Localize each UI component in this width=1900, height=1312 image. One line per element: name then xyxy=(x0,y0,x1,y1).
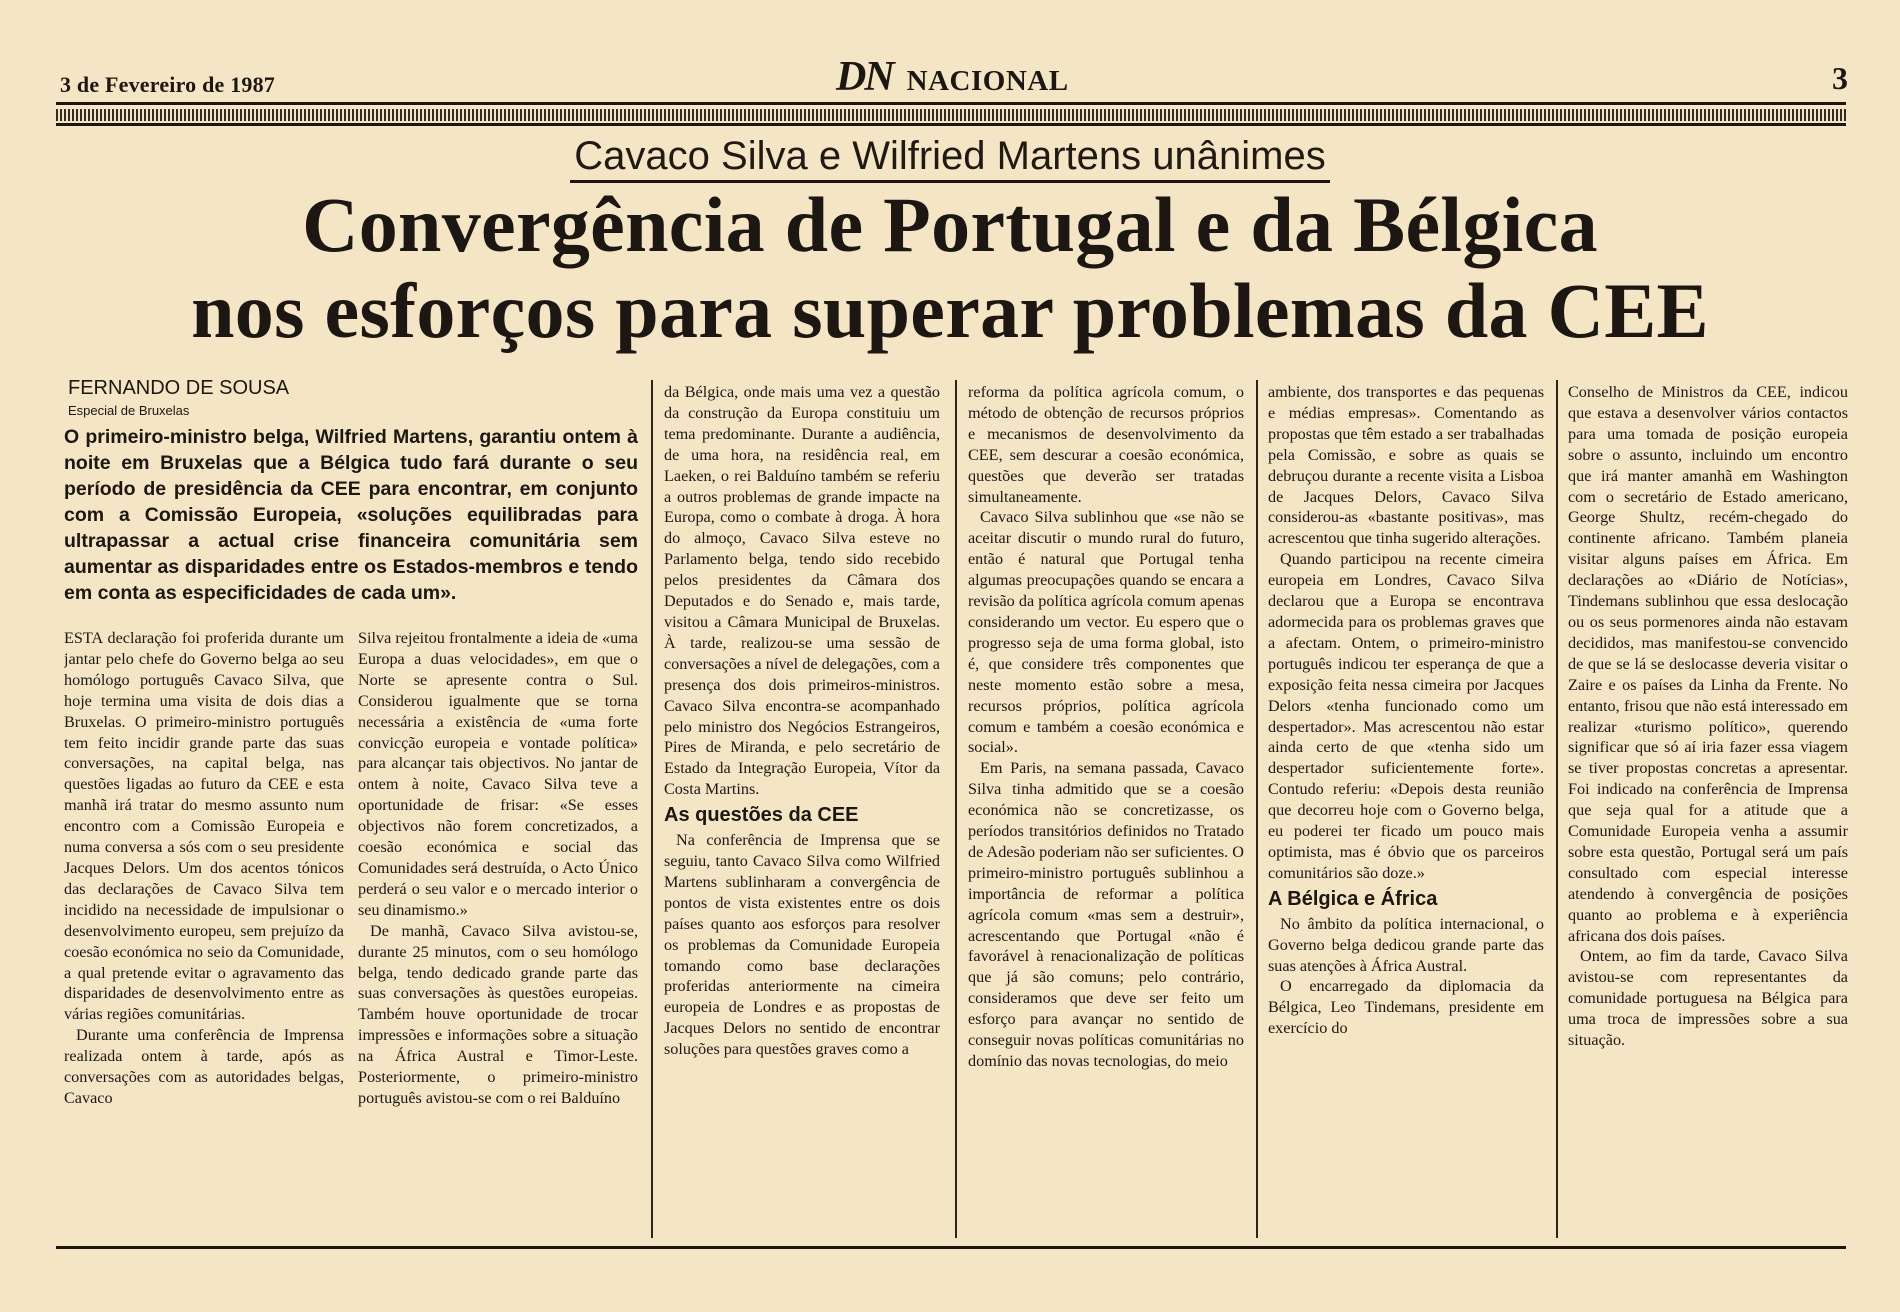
column-5 xyxy=(1268,382,1544,1242)
column-divider xyxy=(1256,380,1258,1238)
section-name: NACIONAL xyxy=(906,65,1069,97)
header-rule-top xyxy=(56,102,1846,105)
masthead xyxy=(836,56,1069,98)
paragraph: Ontem, ao fim da tarde, Cavaco Silva avistou-se com representantes da comunidade portuguesa na Bélgica para uma troca de impressões sobre a sua situação. xyxy=(1568,947,1848,1050)
header-rule-bottom xyxy=(56,123,1846,126)
paragraph: ambiente, dos transportes e das pequenas e médias empresas». Comentando as propostas que têm estado a ser trabalhadas pela Comissão, e sobre as quais se debruçou durante a recente visita a Lisboa de Jacques Delors, Cavaco Silva considerou-as «bastante positivas», mas acrescentou que tinha sugerido alterações. xyxy=(1268,383,1544,548)
issue-date: 3 de Fevereiro de 1987 xyxy=(60,72,275,97)
paragraph: ESTA declaração foi proferida durante um jantar pelo chefe do Governo belga ao seu homólogo português Cavaco Silva, que hoje termina uma visita de dois dias a Bruxelas. O primeiro-ministro português tem feito incidir grande parte das suas conversações, na capital belga, nas questões ligadas ao futuro da CEE e esta manhã irá tratar do mesmo assunto num encontro com a Comissão Europeia e numa conversa a sós com o seu presidente Jacques Delors. Um dos acentos tónicos das declarações de Cavaco Silva tem incidido na necessidade de impulsionar o desenvolvimento europeu, sem prejuízo da coesão económica no seio da Comunidade, a qual pretende evitar o agravamento das disparidades de desenvolvimento entre as várias regiões comunitárias. xyxy=(64,629,344,1024)
column-6 xyxy=(1568,382,1848,1242)
headline xyxy=(0,182,1900,354)
column-3 xyxy=(664,382,940,1242)
column-divider xyxy=(955,380,957,1238)
column-1 xyxy=(64,628,344,1228)
lead-paragraph: O primeiro-ministro belga, Wilfried Martens, garantiu ontem à noite em Bruxelas que a Bélgica tudo fará durante o seu período de presidência da CEE para encontrar, em conjunto com a Comissão Europeia, «soluções equilibradas para ultrapassar a actual crise financeira comunitária sem aumentar as disparidades entre os Estados-membros e tendo em conta as especificidades de cada um». xyxy=(64,426,638,604)
column-divider xyxy=(1556,380,1558,1238)
headline-line-2: nos esforços para superar problemas da CEE xyxy=(191,267,1709,354)
newspaper-logo: DN xyxy=(836,54,893,100)
paragraph: De manhã, Cavaco Silva avistou-se, durante 25 minutos, com o seu homólogo belga, tendo dedicado grande parte das suas conversações às questões europeias. Também houve oportunidade de trocar impressões e informações sobre a situação na África Austral e Timor-Leste. Posteriormente, o primeiro-ministro português avistou-se com o rei Balduíno xyxy=(358,921,638,1107)
headline-line-1: Convergência de Portugal e da Bélgica xyxy=(302,181,1598,268)
paragraph: Quando participou na recente cimeira europeia em Londres, Cavaco Silva declarou que a Europa se encontrava adormecida para os problemas graves que a afectam. Ontem, o primeiro-ministro português indicou ter esperança de que a exposição feita nessa cimeira por Jacques Delors «tenha funcionado como um despertador». Mas acrescentou não estar ainda certo de que «tenha sido um despertador suficientemente forte». Contudo referiu: «Depois desta reunião que decorreu hoje com o Governo belga, eu poderei ter ficado um pouco mais optimista, mas é óbvio que os parceiros comunitários são doze.» xyxy=(1268,550,1544,882)
byline: FERNANDO DE SOUSA xyxy=(68,377,290,399)
column-2 xyxy=(358,628,638,1228)
dateline: Especial de Bruxelas xyxy=(68,403,190,418)
kicker-text: Cavaco Silva e Wilfried Martens unânimes xyxy=(570,134,1329,183)
subheading-questoes: As questões da CEE xyxy=(664,804,859,827)
column-4 xyxy=(968,382,1244,1242)
page-number: 3 xyxy=(1832,60,1848,96)
paragraph: da Bélgica, onde mais uma vez a questão da construção da Europa constituiu um tema predominante. Durante a audiência, de uma hora, na residência real, em Laeken, o rei Balduíno também se referiu a outros problemas de grande impacte na Europa, como o combate à droga. À hora do almoço, Cavaco Silva esteve no Parlamento belga, tendo sido recebido pelos presidentes da Câmara dos Deputados e do Senado e, mais tarde, visitou a Câmara Municipal de Bruxelas. À tarde, realizou-se uma sessão de conversações a nível de delegações, com a presença dos dois primeiros-ministros. Cavaco Silva encontra-se acompanhado pelo ministro dos Negócios Estrangeiros, Pires de Miranda, e pelo secretário de Estado da Integração Europeia, Vítor da Costa Martins. xyxy=(664,383,940,799)
paragraph: No âmbito da política internacional, o Governo belga dedicou grande parte das suas atenções à África Austral. xyxy=(1268,914,1544,975)
paragraph: Durante uma conferência de Imprensa realizada ontem à tarde, após as conversações com as autoridades belgas, Cavaco xyxy=(64,1026,344,1107)
footer-rule xyxy=(56,1246,1846,1249)
subheading-africa: A Bélgica e África xyxy=(1268,887,1438,910)
paragraph: Conselho de Ministros da CEE, indicou que estava a desenvolver vários contactos para uma tomada de posição europeia sobre o assunto, incluindo um encontro que irá manter amanhã em Washington com o secretário de Estado americano, George Shultz, recém-chegado do continente africano. Também planeia visitar alguns países em África. Em declarações ao «Diário de Notícias», Tindemans sublinhou que essa deslocação ou os seus pormenores ainda não estavam decididos, mas manifestou-se convencido de que se lá se deslocasse deveria visitar o Zaire e os países da Linha da Frente. No entanto, frisou que não está interessado em realizar «turismo político», querendo significar que só aí iria fazer essa viagem se tiver propostas concretas a apresentar. Foi indicado na conferência de Imprensa que seja qual for a atitude que a Comunidade Europeia venha a assumir sobre esta questão, Portugal será um país consultado com especial interesse atendendo à convergência de posições quanto ao problema e à experiência africana dos dois países. xyxy=(1568,383,1848,945)
paragraph: Cavaco Silva sublinhou que «se não se aceitar discutir o mundo rural do futuro, então é natural que Portugal tenha algumas preocupações quando se encara a revisão da política agrícola comum apenas considerando um vector. Eu espero que o progresso seja de uma forma global, isto é, que considere três componentes que neste momento estão sobre a mesa, recursos próprios, política agrícola comum e também a coesão económica e social». xyxy=(968,508,1244,757)
column-divider xyxy=(651,380,653,1238)
paragraph: reforma da política agrícola comum, o método de obtenção de recursos próprios e mecanismos de desenvolvimento da CEE, sem descurar a coesão económica, questões que deverão ser tratadas simultaneamente. xyxy=(968,383,1244,506)
paragraph: Na conferência de Imprensa que se seguiu, tanto Cavaco Silva como Wilfried Martens sublinharam a convergência de pontos de vista existentes entre os dois países quanto aos esforços para resolver os problemas da Comunidade Europeia tomando como base declarações proferidas anteriormente na cimeira europeia de Londres e as propostas de Jacques Delors no sentido de encontrar soluções para questões graves como a xyxy=(664,831,940,1059)
header-rule-hatched xyxy=(56,109,1846,121)
paragraph: Silva rejeitou frontalmente a ideia de «uma Europa a duas velocidades», em que o Norte se apresente contra o Sul. Considerou igualmente que se torna necessária a existência de «uma forte convicção europeia e vontade política» para alcançar tais objectivos. No jantar de ontem à noite, Cavaco Silva teve a oportunidade de frisar: «Se esses objectivos não forem concretizados, a coesão económica e social das Comunidades será destruída, o Acto Único perderá o seu valor e o mercado interior o seu dinamismo.» xyxy=(358,629,638,919)
kicker xyxy=(0,134,1900,179)
paragraph: O encarregado da diplomacia da Bélgica, Leo Tindemans, presidente em exercício do xyxy=(1268,977,1544,1038)
paragraph: Em Paris, na semana passada, Cavaco Silva tinha admitido que se a coesão económica não se concretizasse, os períodos transitórios definidos no Tratado de Adesão poderiam não ser suficientes. O primeiro-ministro português sublinhou a importância de reformar a política agrícola comum «mas sem a destruir», acrescentando que Portugal «não é favorável à renacionalização de políticas que já são comuns; pelo contrário, consideramos que deve ser feito um esforço para avançar no sentido de conseguir novas políticas comunitárias no domínio das novas tecnologias, do meio xyxy=(968,759,1244,1070)
